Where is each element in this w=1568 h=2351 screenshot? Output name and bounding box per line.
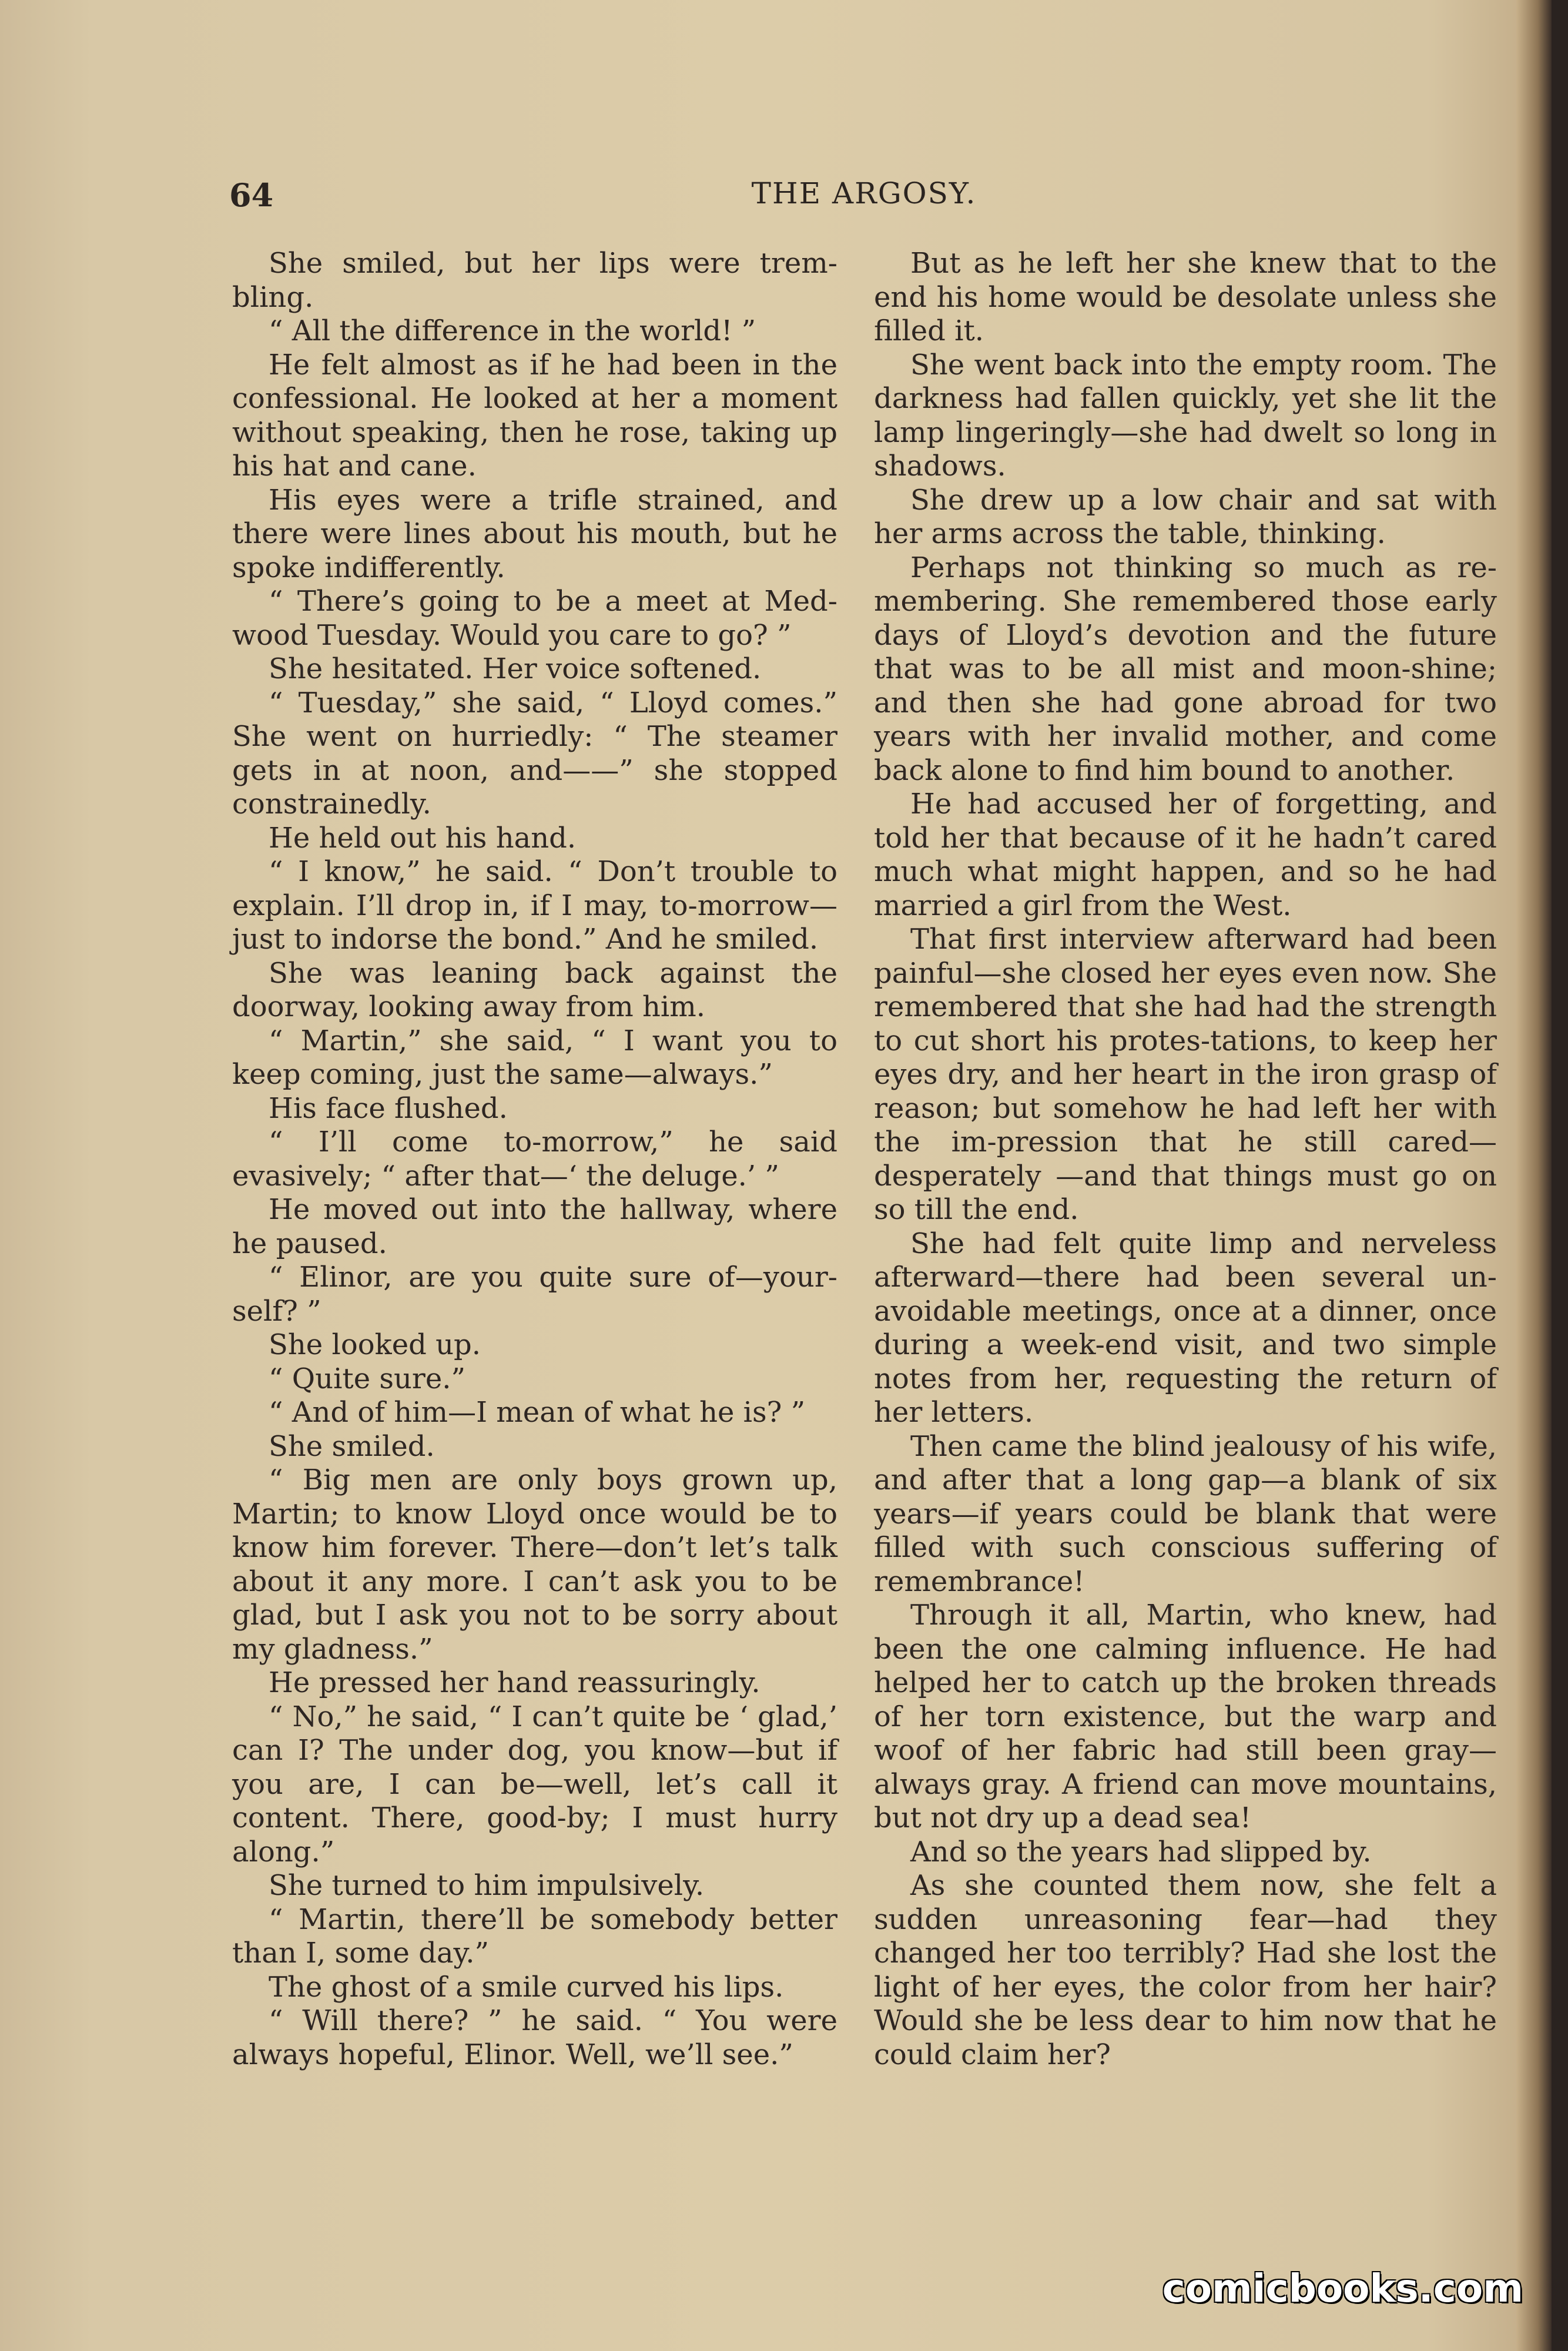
paragraph: “ No,” he said, “ I can’t quite be ‘ glad,’ can I? The under dog, you know—but if you are, I can be—well, let’s call it content. There, good-by; I must hurry along.” xyxy=(232,1700,837,1868)
paragraph: Then came the blind jealousy of his wife, and after that a long gap—a blank of six years—if years could be blank that were filled with such conscious suffering of remembrance! xyxy=(874,1429,1497,1598)
watermark-logo: comicbooks.com xyxy=(1162,2266,1523,2311)
paragraph: He pressed her hand reassuringly. xyxy=(269,1666,760,1699)
paragraph: Perhaps not thinking so much as re-membering. She remembered those early days of Lloyd’s devotion and the future that was to be all mist and moon-shine; and then she had gone abroad for two years with her invalid mother, and come back alone to find him bound to another. xyxy=(874,551,1497,787)
paragraph: She drew up a low chair and sat with her arms across the table, thinking. xyxy=(874,483,1497,550)
paragraph: “ Will there? ” he said. “ You were always hopeful, Elinor. Well, we’ll see.” xyxy=(232,2004,837,2071)
paragraph: She smiled. xyxy=(269,1429,435,1463)
paragraph: He felt almost as if he had been in the confessional. He looked at her a moment without speaking, then he rose, taking up his hat and cane. xyxy=(232,348,837,483)
paragraph: “ Big men are only boys grown up, Martin; to know Lloyd once would be to know him forever. There—don’t let’s talk about it any more. I can’t ask you to be glad, but I ask you not to be sorry about my gladness.” xyxy=(232,1463,837,1666)
paragraph: “ I know,” he said. “ Don’t trouble to explain. I’ll drop in, if I may, to-morrow—just to indorse the bond.” And he smiled. xyxy=(232,855,837,956)
paragraph: “ And of him—I mean of what he is? ” xyxy=(269,1396,806,1429)
paragraph: And so the years had slipped by. xyxy=(910,1835,1372,1868)
paragraph: He moved out into the hallway, where he paused. xyxy=(232,1193,837,1260)
page-number: 64 xyxy=(229,176,274,214)
paragraph: “ Quite sure.” xyxy=(269,1362,466,1395)
paragraph: She went back into the empty room. The darkness had fallen quickly, yet she lit the lamp lingeringly—she had dwelt so long in shadows. xyxy=(874,348,1497,483)
paragraph: “ Tuesday,” she said, “ Lloyd comes.” She went on hurriedly: “ The steamer gets in at noon, and——” she stopped constrainedly. xyxy=(232,686,837,820)
right-text-column xyxy=(874,247,1497,2072)
paragraph: “ There’s going to be a meet at Med-wood Tuesday. Would you care to go? ” xyxy=(232,585,837,652)
paragraph: She smiled, but her lips were trem-bling. xyxy=(232,247,837,314)
paragraph: His eyes were a trifle strained, and there were lines about his mouth, but he spoke indifferently. xyxy=(232,483,837,584)
paragraph: His face flushed. xyxy=(269,1091,508,1125)
paragraph: “ All the difference in the world! ” xyxy=(269,314,756,347)
paragraph: “ Martin,” she said, “ I want you to keep coming, just the same—always.” xyxy=(232,1024,837,1091)
paragraph: “ Elinor, are you quite sure of—your-self? ” xyxy=(232,1261,837,1328)
paragraph: She hesitated. Her voice softened. xyxy=(269,652,762,685)
paragraph: She was leaning back against the doorway, looking away from him. xyxy=(232,956,837,1023)
paragraph: “ Martin, there’ll be somebody better than I, some day.” xyxy=(232,1903,837,1970)
page-header xyxy=(229,176,1499,223)
paragraph: The ghost of a smile curved his lips. xyxy=(269,1970,784,2004)
left-text-column xyxy=(232,247,837,2072)
paragraph: She turned to him impulsively. xyxy=(269,1869,705,1902)
running-title: THE ARGOSY. xyxy=(751,176,977,210)
paragraph: “ I’ll come to-morrow,” he said evasively; “ after that—‘ the deluge.’ ” xyxy=(232,1126,837,1193)
paragraph: That first interview afterward had been painful—she closed her eyes even now. She remembered that she had had the strength to cut short his protes-tations, to keep her eyes dry, and her heart in the iron grasp of reason; but somehow he had left her with the im-pression that he still cared—desperately —and that things must go on so till the end. xyxy=(874,923,1497,1226)
paragraph: As she counted them now, she felt a sudden unreasoning fear—had they changed her too terribly? Had she lost the light of her eyes, the color from her hair? Would she be less dear to him now that he could claim her? xyxy=(874,1869,1497,2071)
paragraph: He had accused her of forgetting, and told her that because of it he hadn’t cared much what might happen, and so he had married a girl from the West. xyxy=(874,788,1497,922)
paragraph: He held out his hand. xyxy=(269,821,577,855)
paragraph: Through it all, Martin, who knew, had been the one calming influence. He had helped her to catch up the broken threads of her torn existence, but the warp and woof of her fabric had still been gray—always gray. A friend can move mountains, but not dry up a dead sea! xyxy=(874,1599,1497,1834)
paragraph: She had felt quite limp and nerveless afterward—there had been several un-avoidable meetings, once at a dinner, once during a week-end visit, and two simple notes from her, requesting the return of her letters. xyxy=(874,1227,1497,1429)
book-spine-shadow xyxy=(1516,0,1552,2351)
paragraph: She looked up. xyxy=(269,1328,481,1361)
paragraph: But as he left her she knew that to the end his home would be desolate unless she filled it. xyxy=(874,247,1497,347)
